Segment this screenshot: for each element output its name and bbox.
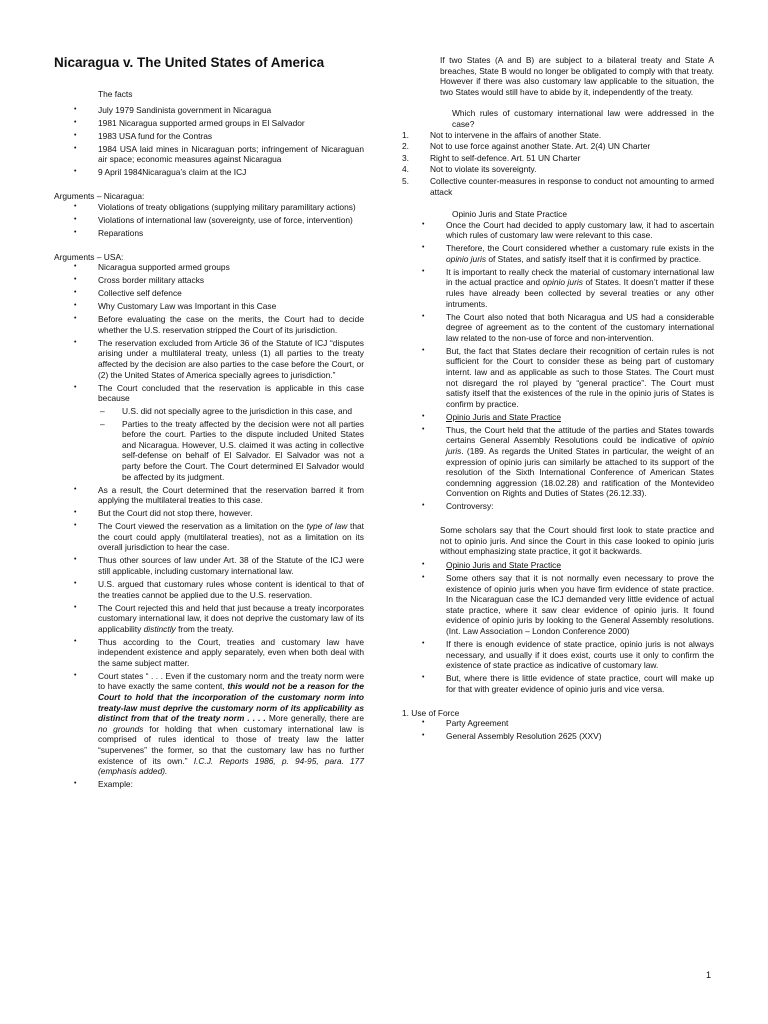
use-of-force-heading: 1. Use of Force [402,707,460,718]
list-item [54,383,364,483]
list-item: • Thus other sources of law under Art. 38 of the Statute of the ICJ were still applicable, including customary international law. [54,555,364,576]
scholars-paragraph: Some scholars say that the Court should first look to state practice and not to opinio juris. And since the Court in this case looked to opinio juris without emphasizing state practice, it got it backwards. [440,525,714,557]
page-title: Nicaragua v. The United States of America [54,55,325,70]
list-item: • The reservation excluded from Article 36 of the Statute of ICJ “disputes arising under a multilateral treaty, unless (1) all parties to the treaty affected by the decision are also parties to the case before the Court, or (2) the United States of America specially agrees to jurisdiction.” [54,338,364,380]
list-item: • But, the fact that States declare their recognition of certain rules is not sufficient for the Court to consider these as being part of customary internt. law and as applicable as such to those States. The Court must not disregard the rol played by “general practice”. The Court must satisfy itself that the existences of the rule in the opinio juris of States is confirm by practice. [402,346,714,410]
usa-arguments-heading: Arguments – USA: [54,251,124,262]
list-item: • The Court rejected this and held that just because a treaty incorporates customary international law, it does not deprive the customary law of its applicability distinctly from the treaty. [54,603,364,635]
list-item: • Once the Court had decided to apply customary law, it had to ascertain which rules of customary law were relevant to this case. [402,220,714,241]
list-item: • Collective self defence [54,288,364,299]
list-item: • General Assembly Resolution 2625 (XXV) [402,731,714,742]
list-item: • As a result, the Court determined that the reservation barred it from applying the multilateral treaties to this case. [54,485,364,506]
left-column [54,55,364,792]
facts-heading: The facts [98,89,133,99]
list-item: • July 1979 Sandinista government in Nicaragua [54,105,364,116]
list-item: • Opinio Juris and State Practice [402,560,714,571]
opinio-juris-heading: Opinio Juris and State Practice [452,209,567,220]
page-number: 1 [705,970,711,980]
list-item: 4. Not to violate its sovereignty. [402,164,537,175]
list-item: • Cross border military attacks [54,275,364,286]
list-item: • If there is enough evidence of state practice, opinio juris is not always necessary, and usually if it does exist, courts use it only to confirm the existence of state practice as indicative of customary law. [402,639,714,671]
list-item: • U.S. argued that customary rules whose content is identical to that of the treaties cannot be applied due to the U.S. reservation. [54,579,364,600]
list-item: • 1984 USA laid mines in Nicaraguan ports; infringement of Nicaraguan air space; economic measures against Nicaragua [54,144,364,165]
list-item: • Opinio Juris and State Practice [402,412,714,423]
list-item: • 1983 USA fund for the Contras [54,131,364,142]
opinio-juris-list [402,220,714,512]
list-item: • Nicaragua supported armed groups [54,262,364,273]
list-item: • Why Customary Law was Important in this Case [54,301,364,312]
list-item: 2. Not to use force against another State. Art. 2(4) UN Charter [402,141,651,152]
list-item: • But the Court did not stop there, however. [54,508,364,519]
usa-arguments-list [54,262,364,790]
list-item: 5. Collective counter-measures in response to conduct not amounting to armed attack [402,175,714,197]
list-item-text: The Court concluded that the reservation is applicable in this case because [98,382,364,404]
nicaragua-arguments-list [54,202,364,239]
list-item: • Violations of international law (sovereignty, use of force, intervention) [54,215,364,226]
facts-list [54,105,364,178]
sub-list-item: – U.S. did not specially agree to the jurisdiction in this case, and [98,406,364,417]
nicaragua-arguments-heading: Arguments – Nicaragua: [54,191,145,202]
right-column [402,55,714,744]
question-paragraph: Which rules of customary international law were addressed in the case? [452,108,714,129]
intro-paragraph: If two States (A and B) are subject to a bilateral treaty and State A breaches, State B would no longer be obligated to comply with that treaty. However if there was also customary law applicable to the situation, the two States would still have to abide by it, independently of the treaty. [440,55,714,97]
reservation-reasons-list [98,406,364,483]
list-item: • The Court also noted that both Nicaragua and US had a considerable degree of agreement as to the content of the customary international law related to the non-use of force and non-intervention. [402,312,714,344]
list-item: • Party Agreement [402,718,714,729]
list-item: • It is important to really check the material of customary international law in the actual practice and opinio juris of States. It doesn’t matter if these rules have already been collected by several treaties or any other intruments. [402,267,714,309]
list-item: • 9 April 1984Nicaragua’s claim at the ICJ [54,167,364,178]
sub-list-item: – Parties to the treaty affected by the decision were not all parties before the court. Parties to the dispute included United States and Nicaragua. However, U.S. claimed it was acting in collective self-defense on behalf of El Salvador. El Salvador was not a party before the Court. The Court determined El Salvador would be affected by its judgment. [98,419,364,483]
state-practice-list [402,560,714,694]
list-item: • Court states “ . . . Even if the customary norm and the treaty norm were to have exactly the same content, this would not be a reason for the Court to hold that the incorporation of the customary norm into treaty-law must deprive the customary norm of its applicability as distinct from that of the treaty norm . . . . More generally, there are no grounds for holding that when customary international law is comprised of rules identical to those of treaty law the latter “supervenes” the former, so that the customary law has no further existence of its own.” I.C.J. Reports 1986, p. 94-95, para. 177 (emphasis added). [54,671,364,777]
list-item: • Controversy: [402,501,714,512]
list-item: 3. Right to self-defence. Art. 51 UN Charter [402,152,581,163]
list-item: • Reparations [54,228,364,239]
list-item: • Some others say that it is not normally even necessary to prove the existence of opinio juris when you have firm evidence of state practice. In the Nicaraguan case the ICJ demanded very little evidence of actual state practice, where it saw clear evidence of opinio juris. It found evidence of opinio juris by looking to the General Assembly resolutions. (Int. Law Association – London Conference 2000) [402,573,714,637]
use-of-force-list [402,718,714,742]
list-item: • Thus according to the Court, treaties and customary law have independent existence and apply separately, even when both deal with the same subject matter. [54,637,364,669]
list-item: • Before evaluating the case on the merits, the Court had to decide whether the U.S. reservation stripped the Court of its jurisdiction. [54,314,364,335]
list-item: 1. Not to intervene in the affairs of another State. [402,129,602,140]
list-item: • Therefore, the Court considered whether a customary rule exists in the opinio juris of States, and satisfy itself that it is confirmed by practice. [402,243,714,264]
list-item: • Violations of treaty obligations (supplying military paramilitary actions) [54,202,364,213]
list-item: • Example: [54,779,364,790]
list-item: • Thus, the Court held that the attitude of the parties and States towards certains General Assembly Resolutions could be indicative of opinio juris. (189. As regards the United States in particular, the weight of an expression of opinio juris can similarly be attached to its support of the resolution of the Sixth International Conference of American States condemning aggression (18.02.28) and ratification of the Montevideo Convention on Rights and Duties of States (26.12.33). [402,425,714,499]
list-item: • The Court viewed the reservation as a limitation on the type of law that the court could apply (multilateral treaties), not as a limitation on its overall jurisdiction to hear the case. [54,521,364,553]
list-item: • But, where there is little evidence of state practice, court will make up for that with greater evidence of opinio juris and vice versa. [402,673,714,694]
list-item: • 1981 Nicaragua supported armed groups in El Salvador [54,118,364,129]
rules-list [402,130,714,198]
